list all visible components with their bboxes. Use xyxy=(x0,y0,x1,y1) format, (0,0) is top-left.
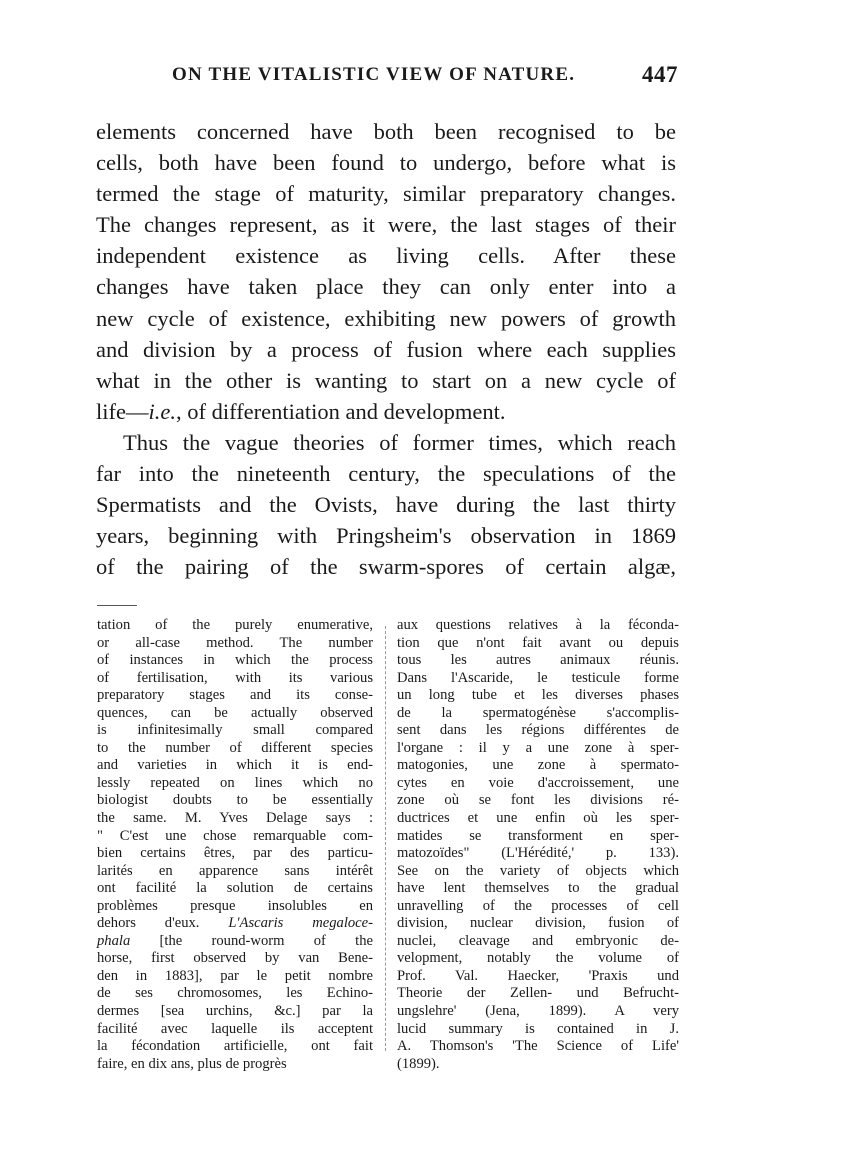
text-line: new cycle of existence, exhibiting new powers of growth xyxy=(96,305,676,331)
text-line: termed the stage of maturity, similar preparatory changes. xyxy=(96,181,676,207)
footnote-line: aux questions relatives à la féconda- xyxy=(397,617,679,633)
footnote-line: zone où se font les divisions ré- xyxy=(397,792,679,809)
footnote-line: tous les autres animaux réunis. xyxy=(397,652,679,669)
footnote-line: " C'est une chose remarquable com- xyxy=(97,827,373,844)
paragraph-1 xyxy=(96,116,676,427)
footnote-line: of instances in which the process xyxy=(97,652,373,669)
footnote-line: dermes [sea urchins, &c.] par la xyxy=(97,1003,373,1020)
footnote-line: faire, en dix ans, plus de progrès xyxy=(97,1055,287,1072)
text-line: independent existence as living cells. After these xyxy=(96,243,676,269)
text-line: elements concerned have both been recognised to be xyxy=(96,119,676,144)
footnote-line: Theorie der Zellen- und Befrucht- xyxy=(397,985,679,1002)
footnote-line: is infinitesimally small compared xyxy=(97,722,373,739)
text-line: Spermatists and the Ovists, have during the last thirty xyxy=(96,492,676,518)
text-line: and division by a process of fusion where each supplies xyxy=(96,336,676,362)
footnote-left-column xyxy=(97,617,373,1073)
footnote-rule xyxy=(97,605,137,606)
footnote-line: biologist doubts to be essentially xyxy=(97,792,373,809)
footnote-line: lucid summary is contained in J. xyxy=(397,1020,679,1037)
text-line: life—i.e., of differentiation and development. xyxy=(96,398,506,424)
text-line: changes have taken place they can only enter into a xyxy=(96,274,676,300)
footnote-line: cytes en voie d'accroissement, une xyxy=(397,774,679,791)
text-line: of the pairing of the swarm-spores of certain algæ, xyxy=(96,554,676,580)
footnote-line: the same. M. Yves Delage says : xyxy=(97,810,373,827)
footnote-line: sent dans les régions différentes de xyxy=(397,722,679,739)
footnote-line: Prof. Val. Haecker, 'Praxis und xyxy=(397,967,679,984)
footnote-line: ont facilité la solution de certains xyxy=(97,880,373,897)
text-line: what in the other is wanting to start on a new cycle of xyxy=(96,367,676,393)
footnote-line: lessly repeated on lines which no xyxy=(97,774,373,791)
footnote-line: unravelling of the processes of cell xyxy=(397,897,679,914)
text-line: cells, both have been found to undergo, before what is xyxy=(96,150,676,176)
footnote-line: bien certains êtres, par des particu- xyxy=(97,845,373,862)
footnote-line: facilité avec laquelle ils acceptent xyxy=(97,1020,373,1037)
footnote-line: or all-case method. The number xyxy=(97,634,373,651)
footnote-line: nuclei, cleavage and embryonic de- xyxy=(397,932,679,949)
footnote-line: ductrices et une enfin où les sper- xyxy=(397,810,679,827)
footnote-line: preparatory stages and its conse- xyxy=(97,687,373,704)
footnote-line: ungslehre' (Jena, 1899). A very xyxy=(397,1003,679,1020)
footnote-right-column xyxy=(397,617,679,1073)
footnote-line: velopment, notably the volume of xyxy=(397,950,679,967)
page-header xyxy=(150,62,678,92)
footnote-line: de ses chromosomes, les Echino- xyxy=(97,985,373,1002)
text-line: years, beginning with Pringsheim's observation in 1869 xyxy=(96,523,676,549)
footnote-line: See on the variety of objects which xyxy=(397,862,679,879)
footnote-line: of fertilisation, with its various xyxy=(97,669,373,686)
text-line: Thus the vague theories of former times, which reach xyxy=(123,429,676,455)
footnote-line: Dans l'Ascaride, le testicule forme xyxy=(397,669,679,686)
footnote-line: have lent themselves to the gradual xyxy=(397,880,679,897)
text-line: far into the nineteenth century, the speculations of the xyxy=(96,461,676,487)
paragraph-2 xyxy=(96,427,676,582)
main-text xyxy=(96,116,676,582)
running-head: ON THE VITALISTIC VIEW OF NATURE. xyxy=(172,64,576,85)
footnote-line: tion que n'ont fait avant ou depuis xyxy=(397,634,679,651)
footnote-line: de la spermatogénèse s'accomplis- xyxy=(397,704,679,721)
footnote-line: quences, can be actually observed xyxy=(97,704,373,721)
footnote-line: den in 1883], par le petit nombre xyxy=(97,967,373,984)
footnote-line: la fécondation artificielle, ont fait xyxy=(97,1038,373,1055)
footnote-line: A. Thomson's 'The Science of Life' xyxy=(397,1038,679,1055)
footnote-line: matogonies, une zone à spermato- xyxy=(397,757,679,774)
footnote-line: phala [the round-worm of the xyxy=(97,932,373,949)
footnote-line: horse, first observed by van Bene- xyxy=(97,950,373,967)
footnote-line: and varieties in which it is end- xyxy=(97,757,373,774)
footnote-line: tation of the purely enumerative, xyxy=(97,617,373,633)
footnote-line: un long tube et les diverses phases xyxy=(397,687,679,704)
column-separator xyxy=(385,626,387,1051)
footnote-line: matozoïdes" (L'Hérédité,' p. 133). xyxy=(397,845,679,862)
footnote-line: to the number of different species xyxy=(97,739,373,756)
footnote-line: division, nuclear division, fusion of xyxy=(397,915,679,932)
footnote-line: problèmes presque insolubles en xyxy=(97,897,373,914)
footnote-line: dehors d'eux. L'Ascaris megaloce- xyxy=(97,915,373,932)
page-number: 447 xyxy=(642,62,678,87)
footnote-line: matides se transforment en sper- xyxy=(397,827,679,844)
footnote-line: larités en apparence sans intérêt xyxy=(97,862,373,879)
footnote-line: l'organe : il y a une zone à sper- xyxy=(397,739,679,756)
text-line: The changes represent, as it were, the last stages of their xyxy=(96,212,676,238)
footnote-line: (1899). xyxy=(397,1055,440,1072)
